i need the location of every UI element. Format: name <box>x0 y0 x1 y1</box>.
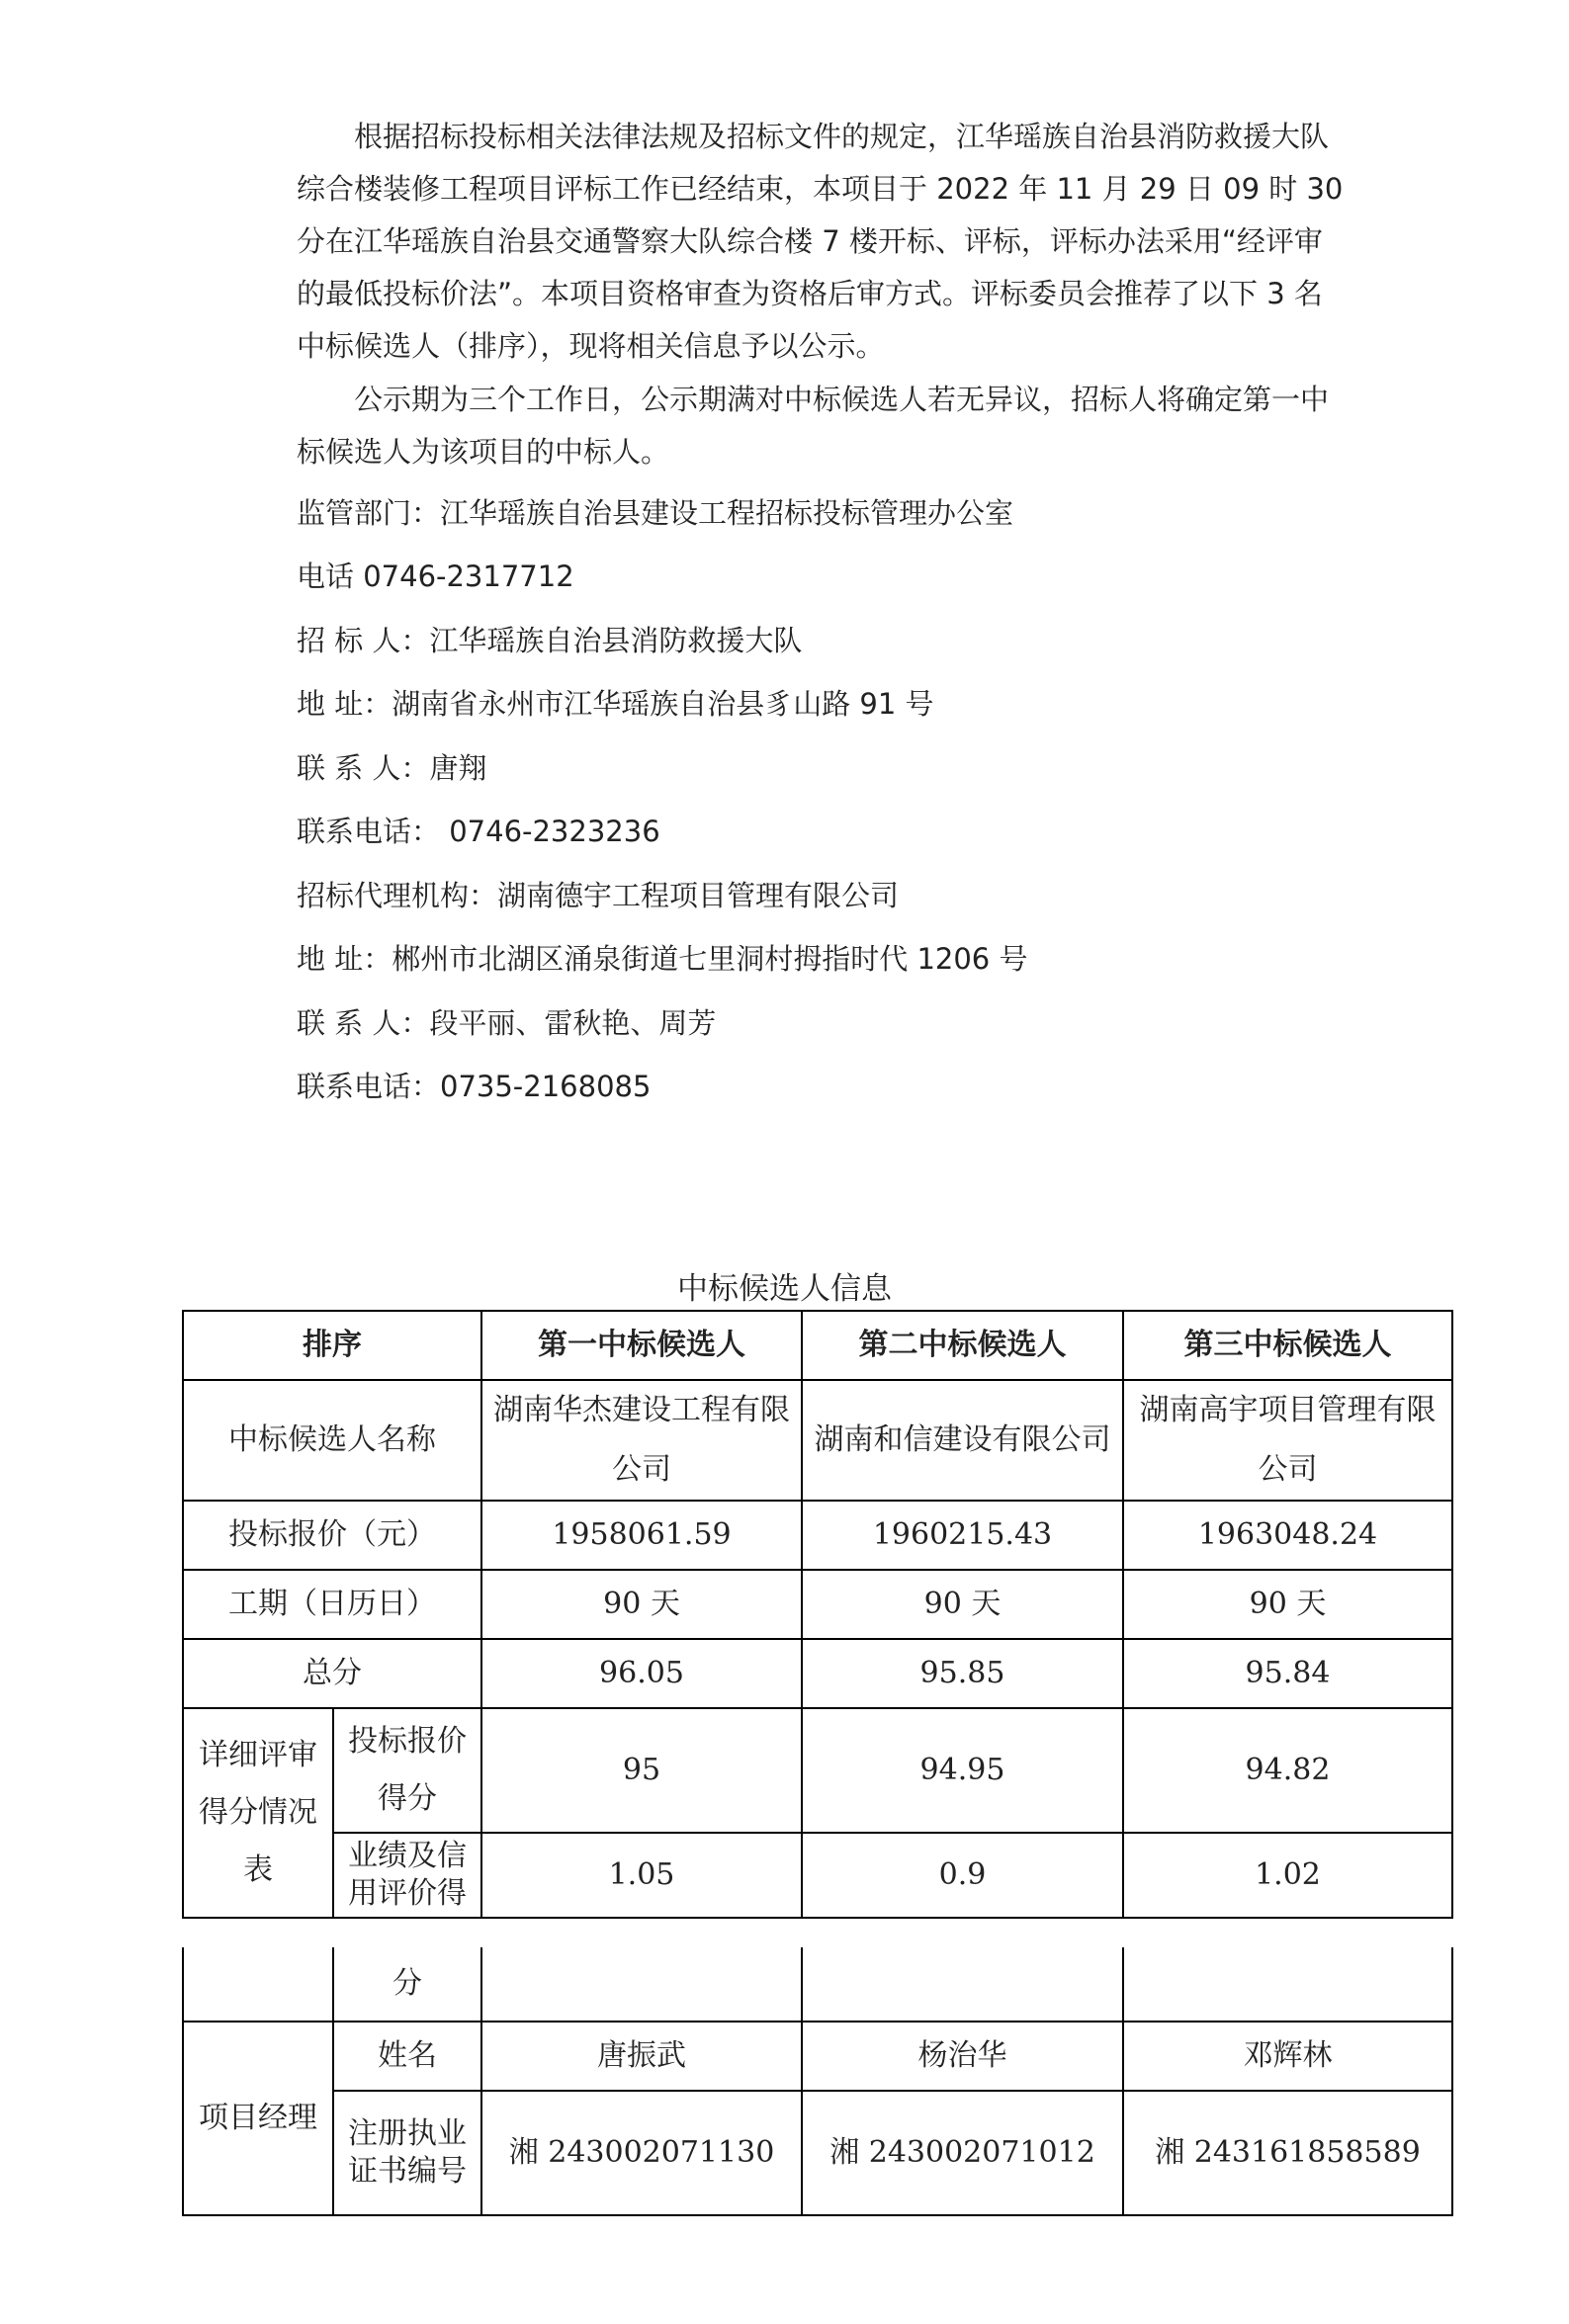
candidate-2-period: 90 天 <box>802 1570 1123 1639</box>
price-row <box>183 1501 1452 1570</box>
agency-phone-line: 联系电话：0735-2168085 <box>297 1070 652 1103</box>
manager-label: 项目经理 <box>183 2022 333 2215</box>
tenderer-address-line: 地 址：湖南省永州市江华瑶族自治县豸山路 91 号 <box>297 687 934 721</box>
candidate-3-total: 95.84 <box>1123 1639 1452 1708</box>
candidate-3-credit-score: 1.02 <box>1123 1833 1452 1918</box>
credit-score-row <box>183 1833 1452 1918</box>
intro-paragraph-1: 根据招标投标相关法律法规及招标文件的规定，江华瑶族自治县消防救援大队综合楼装修工程项目评标工作已经结束，本项目于 2022 年 11 月 29 日 09 时 30 分在江华瑶族自治县交通警察大队综合楼 7 楼开标、评标，评标办法采用“经评审的最低投标价法”。本项目资格审查为资格后审方式。评标委员会推荐了以下 3 名中标候选人（排序），现将相关信息予以公示。 <box>297 120 1344 363</box>
candidate-2-name: 湖南和信建设有限公司 <box>802 1380 1123 1501</box>
name-row <box>183 1380 1452 1501</box>
intro-paragraph-2: 公示期为三个工作日，公示期满对中标候选人若无异议，招标人将确定第一中标候选人为该项目的中标人。 <box>297 383 1330 469</box>
candidate-1-total: 96.05 <box>481 1639 802 1708</box>
blank-cell <box>1123 1947 1452 2022</box>
blank-cell <box>183 1947 333 2022</box>
certificate-row <box>183 2091 1452 2215</box>
name-label: 中标候选人名称 <box>183 1380 481 1501</box>
header-row <box>183 1311 1452 1380</box>
manager-name-label: 姓名 <box>333 2022 481 2091</box>
period-row <box>183 1570 1452 1639</box>
candidate-1-name: 湖南华杰建设工程有限公司 <box>481 1380 802 1501</box>
agency-address-line: 地 址：郴州市北湖区涌泉街道七里洞村拇指时代 1206 号 <box>297 942 1028 976</box>
candidate-1-period: 90 天 <box>481 1570 802 1639</box>
credit-label-continued: 分 <box>333 1947 481 2022</box>
supervisor-line: 监管部门：江华瑶族自治县建设工程招标投标管理办公室 <box>297 496 1014 530</box>
total-row <box>183 1639 1452 1708</box>
candidate-3-manager: 邓辉林 <box>1123 2022 1452 2091</box>
candidate-3-name: 湖南高宇项目管理有限公司 <box>1123 1380 1452 1501</box>
candidate-2-price-score: 94.95 <box>802 1708 1123 1833</box>
tenderer-line: 招 标 人：江华瑶族自治县消防救援大队 <box>297 624 803 657</box>
price-score-label: 投标报价得分 <box>333 1708 481 1833</box>
manager-name-row <box>183 2022 1452 2091</box>
price-score-row <box>183 1708 1452 1833</box>
agency-contact-line: 联 系 人：段平丽、雷秋艳、周芳 <box>297 1006 717 1040</box>
detail-score-label: 详细评审得分情况表 <box>183 1708 333 1918</box>
price-label: 投标报价（元） <box>183 1501 481 1570</box>
candidate-1-price: 1958061.59 <box>481 1501 802 1570</box>
credit-score-label: 业绩及信用评价得 <box>333 1833 481 1918</box>
tenderer-contact-line: 联 系 人：唐翔 <box>297 751 487 785</box>
header-candidate-2: 第二中标候选人 <box>802 1311 1123 1380</box>
table-title: 中标候选人信息 <box>677 1271 892 1307</box>
certificate-label: 注册执业证书编号 <box>333 2091 481 2215</box>
candidate-1-manager: 唐振武 <box>481 2022 802 2091</box>
tenderer-phone-line: 联系电话： 0746-2323236 <box>297 815 660 848</box>
candidate-2-total: 95.85 <box>802 1639 1123 1708</box>
candidate-3-price: 1963048.24 <box>1123 1501 1452 1570</box>
candidate-1-credit-score: 1.05 <box>481 1833 802 1918</box>
blank-cell <box>481 1947 802 2022</box>
candidate-2-price: 1960215.43 <box>802 1501 1123 1570</box>
blank-cell <box>802 1947 1123 2022</box>
period-label: 工期（日历日） <box>183 1570 481 1639</box>
total-label: 总分 <box>183 1639 481 1708</box>
credit-continue-row <box>183 1947 1452 2022</box>
candidate-3-price-score: 94.82 <box>1123 1708 1452 1833</box>
header-rank: 排序 <box>183 1311 481 1380</box>
candidate-2-manager: 杨治华 <box>802 2022 1123 2091</box>
candidate-2-certificate: 湘 243002071012 <box>802 2091 1123 2215</box>
candidate-table-continued <box>182 1947 1453 2216</box>
candidate-1-certificate: 湘 243002071130 <box>481 2091 802 2215</box>
candidate-1-price-score: 95 <box>481 1708 802 1833</box>
agency-line: 招标代理机构：湖南德宇工程项目管理有限公司 <box>297 879 900 912</box>
candidate-2-credit-score: 0.9 <box>802 1833 1123 1918</box>
supervisor-phone-line: 电话 0746-2317712 <box>297 559 574 593</box>
candidate-3-period: 90 天 <box>1123 1570 1452 1639</box>
header-candidate-1: 第一中标候选人 <box>481 1311 802 1380</box>
candidate-3-certificate: 湘 243161858589 <box>1123 2091 1452 2215</box>
candidate-table <box>182 1310 1453 1919</box>
header-candidate-3: 第三中标候选人 <box>1123 1311 1452 1380</box>
